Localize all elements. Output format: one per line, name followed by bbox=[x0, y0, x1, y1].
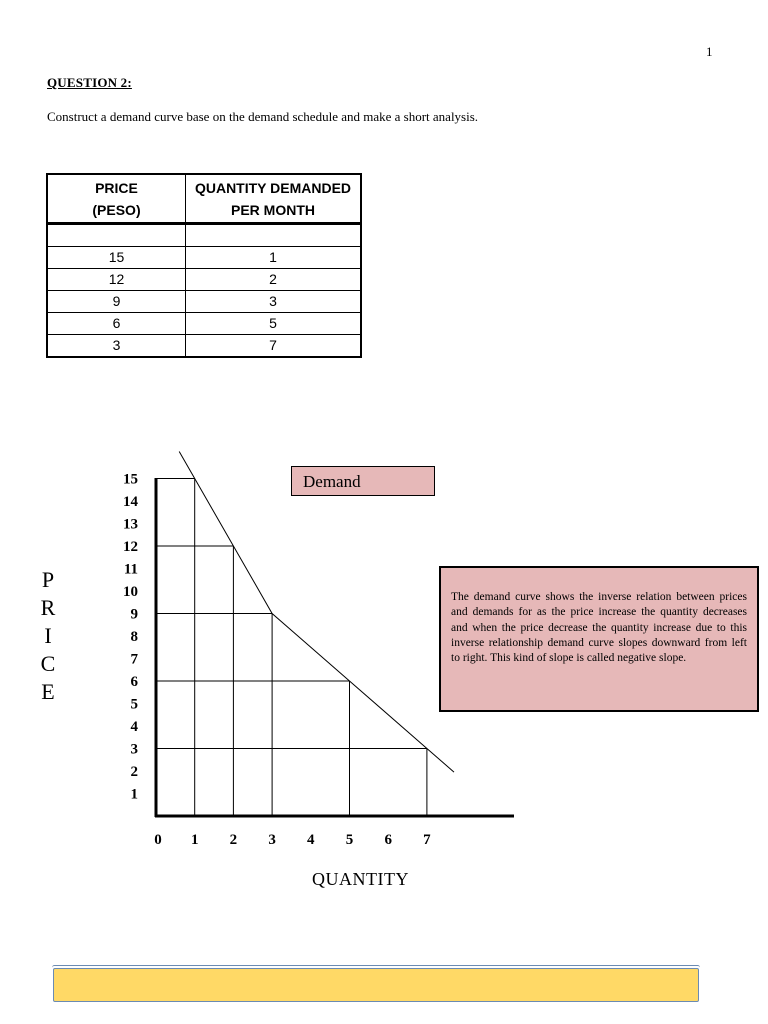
footer-banner bbox=[53, 968, 699, 1002]
cell-price: 3 bbox=[47, 335, 186, 358]
x-tick-label: 0 bbox=[154, 832, 162, 848]
demand-curve-line bbox=[179, 452, 454, 773]
x-tick-label: 7 bbox=[423, 832, 431, 848]
cell-quantity: 5 bbox=[186, 313, 362, 335]
cell-quantity: 3 bbox=[186, 291, 362, 313]
page-number: 1 bbox=[706, 44, 713, 59]
cell-price: 15 bbox=[47, 247, 186, 269]
x-tick-label: 5 bbox=[345, 832, 354, 848]
y-tick-label: 2 bbox=[130, 764, 138, 780]
question-instruction: Construct a demand curve base on the demand schedule and make a short analysis. bbox=[47, 109, 479, 124]
analysis-text-box: The demand curve shows the inverse relation between prices and demands for as the price increase the quantity decreases and when the price decrease the quantity increase due to this inverse relationship demand curve slopes downward from left to right. This kind of slope is called negative slope. bbox=[439, 566, 759, 712]
y-tick-label: 8 bbox=[130, 629, 138, 645]
table-row bbox=[47, 313, 361, 335]
x-tick-label: 6 bbox=[384, 832, 392, 848]
table-row bbox=[47, 269, 361, 291]
cell-quantity: 7 bbox=[186, 335, 362, 358]
y-axis-label-letter: P bbox=[41, 567, 55, 592]
question-heading: QUESTION 2: bbox=[47, 75, 132, 90]
y-axis-label-letter: C bbox=[40, 651, 56, 676]
y-tick-label: 1 bbox=[130, 786, 138, 803]
table-row bbox=[47, 291, 361, 313]
y-tick-label: 11 bbox=[123, 561, 138, 578]
y-tick-label: 3 bbox=[130, 741, 138, 758]
table-body bbox=[47, 224, 361, 358]
y-axis-label bbox=[38, 566, 58, 706]
x-tick-label: 1 bbox=[190, 832, 199, 848]
y-axis-label-letter: E bbox=[41, 679, 55, 704]
header-quantity bbox=[186, 174, 362, 224]
y-tick-label: 7 bbox=[130, 651, 138, 668]
cell-price: 9 bbox=[47, 291, 186, 313]
y-tick-label: 10 bbox=[123, 584, 138, 600]
cell-quantity: 2 bbox=[186, 269, 362, 291]
table-row bbox=[47, 224, 361, 247]
y-tick-label: 4 bbox=[130, 719, 138, 735]
cell-price: 6 bbox=[47, 313, 186, 335]
header-price-line-1: PRICE bbox=[95, 179, 138, 196]
cell-quantity bbox=[186, 224, 362, 247]
table-row bbox=[47, 335, 361, 358]
table-row bbox=[47, 247, 361, 269]
x-tick-label: 4 bbox=[307, 832, 315, 848]
y-tick-label: 6 bbox=[130, 674, 138, 690]
y-tick-label: 5 bbox=[130, 696, 138, 713]
header-price-line-2: (PESO) bbox=[92, 201, 141, 218]
y-tick-label: 9 bbox=[130, 606, 138, 623]
x-tick-label: 3 bbox=[268, 832, 276, 848]
x-axis-label: QUANTITY bbox=[312, 869, 409, 889]
cell-price: 12 bbox=[47, 269, 186, 291]
header-quantity-line-1: QUANTITY DEMANDED bbox=[194, 179, 352, 196]
y-axis-label-letter: I bbox=[44, 623, 52, 648]
y-tick-label: 12 bbox=[123, 539, 138, 555]
cell-price bbox=[47, 224, 186, 247]
cell-quantity: 1 bbox=[186, 247, 362, 269]
y-tick-label: 13 bbox=[123, 516, 138, 533]
demand-schedule-table bbox=[46, 173, 362, 358]
header-price bbox=[47, 174, 186, 224]
y-tick-label: 14 bbox=[123, 494, 138, 510]
header-quantity-line-2: PER MONTH bbox=[231, 201, 315, 218]
chart-title-box: Demand bbox=[291, 466, 435, 496]
x-tick-label: 2 bbox=[229, 832, 238, 848]
table-header-row bbox=[47, 174, 361, 224]
y-tick-label: 15 bbox=[123, 471, 138, 488]
y-axis-label-letter: R bbox=[40, 595, 56, 620]
